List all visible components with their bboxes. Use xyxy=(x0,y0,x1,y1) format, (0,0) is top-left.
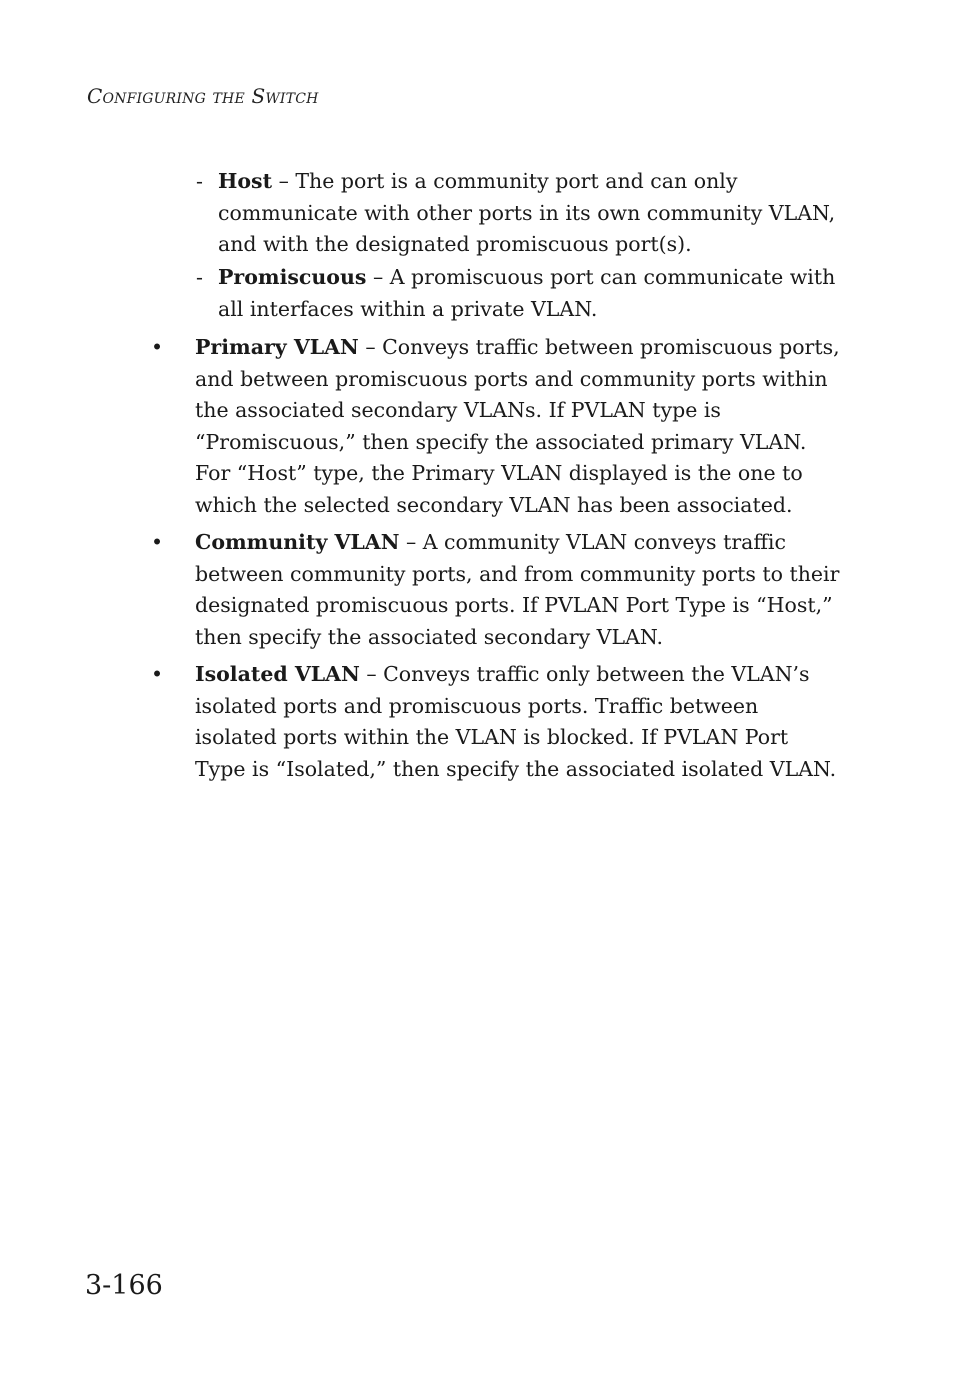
bullet-marker: • xyxy=(151,662,164,686)
sub-item-promiscuous xyxy=(196,262,844,325)
dash-marker: - xyxy=(196,169,203,193)
running-header: Configuring the Switch xyxy=(87,84,319,108)
description-promiscuous: – A promiscuous port can communicate with all interfaces within a private VLAN. xyxy=(218,265,836,321)
bullet-item-primary-vlan xyxy=(151,332,845,521)
term-primary-vlan: Primary VLAN xyxy=(195,335,359,359)
description-community-vlan: – A community VLAN conveys traffic between community ports, and from community ports to their designated promiscuous ports. If PVLAN Port Type is “Host,” then specify the associated secondary VLAN. xyxy=(195,530,840,649)
bullet-item-isolated-vlan xyxy=(151,659,845,785)
bullet-item-community-vlan xyxy=(151,527,845,653)
description-host: – The port is a community port and can only communicate with other ports in its own community VLAN, and with the designated promiscuous port(s). xyxy=(218,169,836,256)
term-promiscuous: Promiscuous xyxy=(218,265,367,289)
sub-item-host xyxy=(196,166,844,261)
bullet-marker: • xyxy=(151,335,164,359)
term-host: Host xyxy=(218,169,273,193)
description-isolated-vlan: – Conveys traffic only between the VLAN’s isolated ports and promiscuous ports. Traffic between isolated ports within the VLAN is blocked. If PVLAN Port Type is “Isolated,” then specify the associated isolated VLAN. xyxy=(195,662,837,781)
term-community-vlan: Community VLAN xyxy=(195,530,400,554)
description-primary-vlan: – Conveys traffic between promiscuous ports, and between promiscuous ports and community ports within the associated secondary VLANs. If PVLAN type is “Promiscuous,” then specify the associated primary VLAN. For “Host” type, the Primary VLAN displayed is the one to which the selected secondary VLAN has been associated. xyxy=(195,335,840,517)
bullet-marker: • xyxy=(151,530,164,554)
dash-marker: - xyxy=(196,265,203,289)
page-number: 3-166 xyxy=(85,1270,163,1301)
term-isolated-vlan: Isolated VLAN xyxy=(195,662,360,686)
